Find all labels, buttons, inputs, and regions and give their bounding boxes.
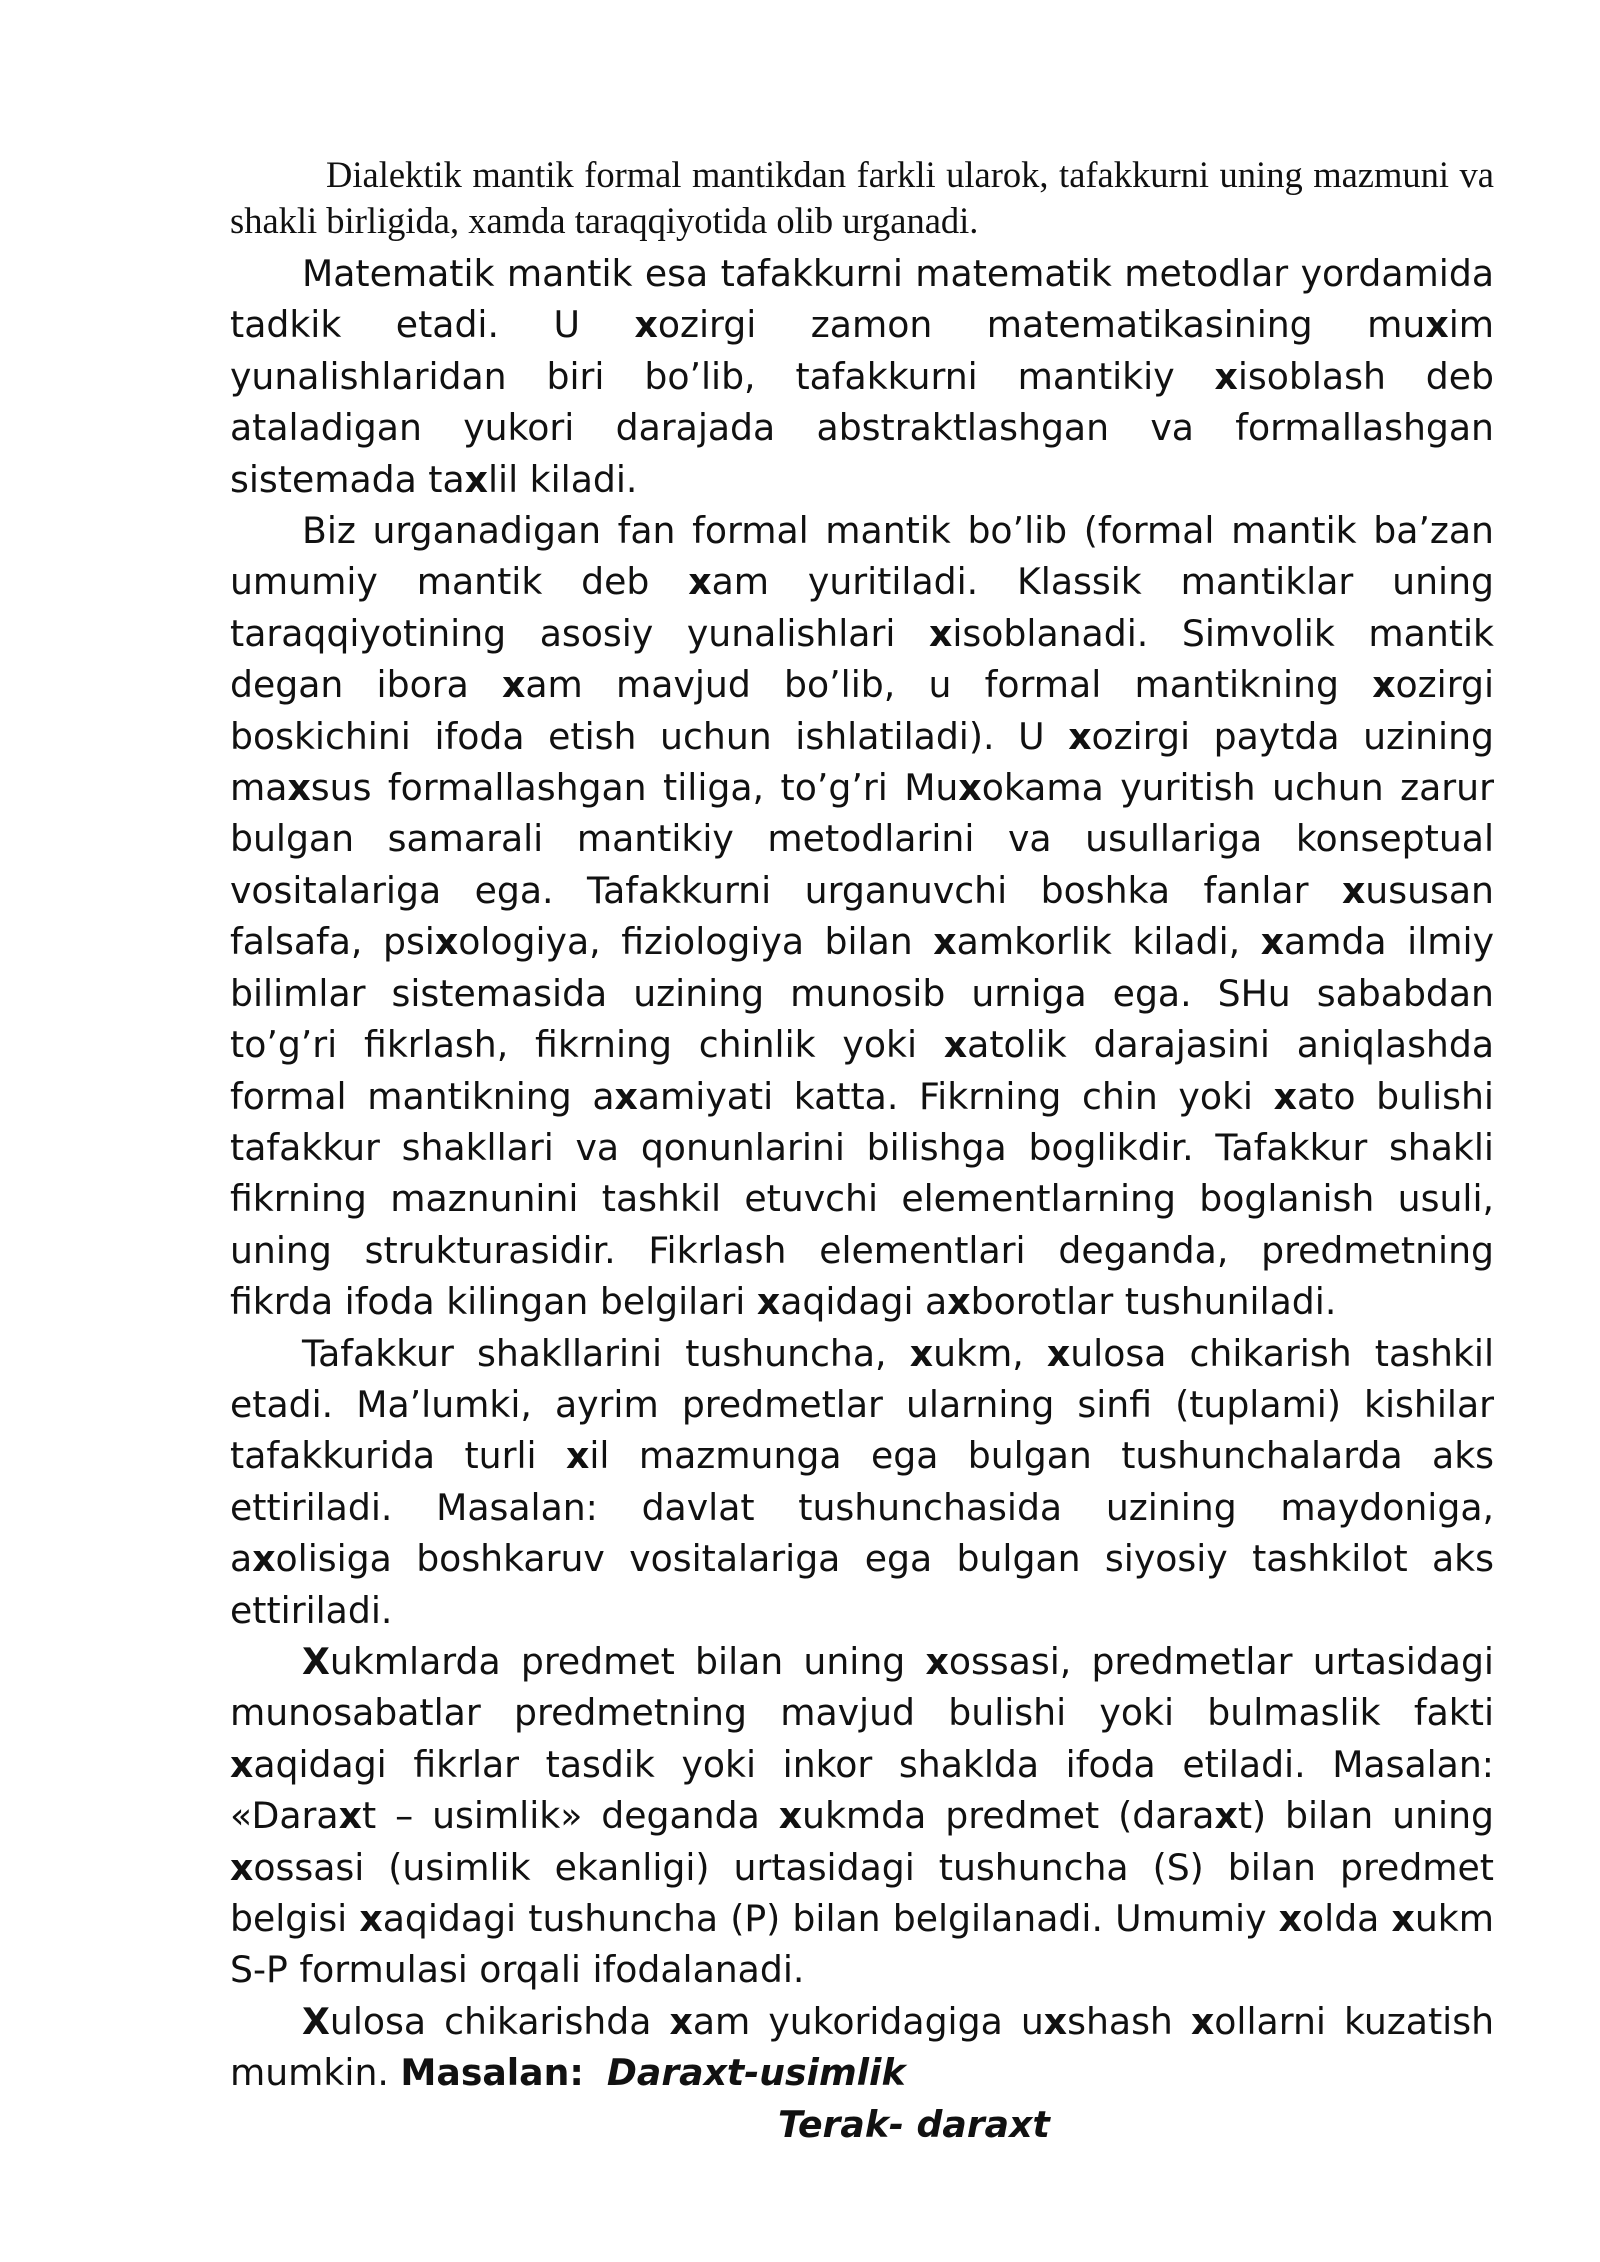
- bold-letter: x: [1068, 714, 1092, 758]
- document-page: [230, 152, 1494, 2150]
- text-run: t – usimlik» deganda: [361, 1794, 779, 1838]
- text-run: ozirgi zamon matematikasining mu: [657, 303, 1426, 347]
- bold-letter: x: [1341, 868, 1366, 912]
- bold-letter: x: [566, 1434, 590, 1478]
- example-label: Masalan:: [400, 2051, 584, 2095]
- text-run: amkorlik kiladi,: [956, 920, 1261, 964]
- bold-letter: x: [778, 1794, 803, 1838]
- intro-paragraph: Dialektik mantik formal mantikdan farkli ularok, tafakkurni uning mazmuni va shakli birligida, xamda taraqqiyotida olib urganadi.: [230, 154, 1494, 241]
- text-run: ozirgi boskichini ifoda etish uchun ishlatiladi). U: [230, 663, 1495, 758]
- bold-letter: X: [302, 1999, 330, 2043]
- text-run: ossasi (usimlik ekanligi) urtasidagi tushuncha (S) bilan predmet belgisi: [230, 1845, 1494, 1940]
- text-run: lil kiladi.: [488, 457, 638, 501]
- bold-letter: x: [1190, 1999, 1215, 2043]
- bold-letter: x: [1425, 303, 1449, 347]
- bold-letter: x: [1391, 1897, 1415, 1940]
- text-run: aqidagi tushuncha (P) bilan belgilanadi. Umumiy: [382, 1897, 1279, 1940]
- text-run: isoblash deb ataladigan yukori darajada abstraktlashgan va formallashgan sistemada ta: [230, 354, 1494, 501]
- bold-letter: x: [464, 457, 488, 501]
- text-run: am yuritiladi. Klassik mantiklar uning taraqqiyotining asosiy yunalishlari: [230, 560, 1494, 655]
- bold-letter: x: [230, 1845, 254, 1889]
- bold-letter: x: [909, 1331, 934, 1375]
- text-run: am mavjud bo’lib, u formal mantikning: [525, 663, 1373, 707]
- bold-letter: X: [302, 1639, 330, 1683]
- text-run: ukmda predmet (dara: [802, 1794, 1215, 1838]
- text-run: ukm S-P formulasi orqali ifodalanadi.: [230, 1897, 1494, 1992]
- bold-letter: x: [947, 1280, 971, 1324]
- paragraph-judgements: [230, 1636, 1494, 1996]
- text-run: ozirgi paytda uzining ma: [230, 714, 1494, 810]
- bold-letter: x: [252, 1537, 276, 1581]
- text-run: ukm,: [933, 1331, 1047, 1375]
- bold-letter: x: [287, 766, 311, 810]
- paragraph-conclusions: [230, 1996, 1494, 2099]
- text-run: olda: [1302, 1897, 1392, 1940]
- bold-letter: x: [634, 303, 658, 347]
- bold-letter: x: [958, 766, 982, 810]
- bold-letter: x: [1046, 1331, 1071, 1375]
- bold-letter: x: [669, 1999, 693, 2043]
- text-run: ossasi, predmetlar urtasidagi munosabatlar predmetning mavjud bulishi yoki bulmaslik fakti: [230, 1639, 1494, 1735]
- bold-letter: x: [359, 1897, 383, 1940]
- bold-letter: x: [230, 1742, 254, 1786]
- bold-letter: x: [1214, 1794, 1238, 1838]
- text-run: ulosa chikarish tashkil etadi. Ma’lumki, ayrim predmetlar ularning sinfi (tuplami) kishilar tafakkurida turli: [230, 1331, 1495, 1478]
- text-run: Matematik mantik esa tafakkurni matematik metodlar yordamida tadkik etadi. U: [230, 252, 1494, 347]
- text-run: il mazmunga ega bulgan tushunchalarda aks ettiriladi. Masalan: davlat tushunchasida uzining maydoniga, a: [230, 1434, 1495, 1581]
- text-run: olisiga boshkaruv vositalariga ega bulgan siyosiy tashkilot aks ettiriladi.: [230, 1537, 1494, 1632]
- text-run: atolik darajasini aniqlashda formal mantikning a: [230, 1023, 1495, 1118]
- text-run: isoblanadi. Simvolik mantik degan ibora: [230, 611, 1494, 707]
- text-run: am yukoridagiga u: [692, 1999, 1044, 2043]
- text-run: ususan falsafa, psi: [230, 868, 1494, 964]
- bold-letter: x: [756, 1280, 781, 1324]
- bold-letter: x: [925, 1639, 949, 1683]
- paragraph-formal-logic: [230, 505, 1494, 1328]
- text-run: t) bilan uning: [1237, 1794, 1494, 1838]
- text-run: shash: [1067, 1999, 1191, 2043]
- bold-letter: x: [502, 663, 526, 707]
- text-run: borotlar tushuniladi.: [970, 1280, 1337, 1324]
- bold-letter: x: [338, 1794, 362, 1838]
- text-run: im yunalishlaridan biri bo’lib, tafakkurni mantikiy: [230, 303, 1495, 398]
- text-run: ato bulishi tafakkur shakllari va qonunlarini bilishga boglikdir. Tafakkur shakli fikrning maznunini tashkil etuvchi elementlarning boglanish usuli, uning strukturasidir. Fikrlash elementlari deganda, predmetning fikrda ifoda kilingan belgilari: [230, 1074, 1494, 1324]
- text-run: Biz urganadigan fan formal mantik bo’lib (formal mantik ba’zan umumiy mantik deb: [230, 509, 1494, 604]
- bold-letter: x: [1214, 354, 1238, 398]
- bold-letter: x: [614, 1074, 638, 1118]
- example-line-2: Terak- daraxt: [778, 2102, 1050, 2146]
- text-run: aqidagi a: [780, 1280, 948, 1324]
- bold-letter: x: [933, 920, 957, 964]
- text-run: aqidagi fikrlar tasdik yoki inkor shaklda ifoda etiladi. Masalan: «Dara: [230, 1742, 1494, 1838]
- text-run: ulosa chikarishda: [329, 1999, 670, 2043]
- text-run: amda ilmiy bilimlar sistemasida uzining munosib urniga ega. SHu sababdan to’g’ri fikrlash, fikrning chinlik yoki: [230, 920, 1494, 1067]
- text-run: okama yuritish uchun zarur bulgan samarali mantikiy metodlarini va usullariga konseptual vositalariga ega. Tafakkurni urganuvchi boshka fanlar: [230, 766, 1494, 912]
- bold-letter: x: [1260, 920, 1285, 964]
- bold-letter: x: [1273, 1074, 1297, 1118]
- text-run: Tafakkur shakllarini tushuncha,: [302, 1331, 910, 1375]
- text-run: ollarni kuzatish mumkin.: [230, 1999, 1495, 2095]
- bold-letter: x: [688, 560, 712, 604]
- example-line-1: Daraxt-usimlik: [606, 2051, 906, 2095]
- bold-letter: x: [1043, 1999, 1068, 2043]
- paragraph-thought-forms: [230, 1328, 1494, 1636]
- bold-letter: x: [1372, 663, 1396, 707]
- text-run: ukmlarda predmet bilan uning: [329, 1639, 926, 1683]
- bold-letter: x: [929, 611, 953, 655]
- bold-letter: x: [943, 1023, 968, 1067]
- text-run: amiyati katta. Fikrning chin yoki: [637, 1074, 1274, 1118]
- paragraph-mathematical-logic: [230, 248, 1494, 505]
- text-run: ologiya, fiziologiya bilan: [458, 920, 934, 964]
- bold-letter: x: [1278, 1897, 1302, 1940]
- bold-letter: x: [434, 920, 459, 964]
- text-run: sus formallashgan tiliga, to’g’ri Mu: [310, 766, 959, 810]
